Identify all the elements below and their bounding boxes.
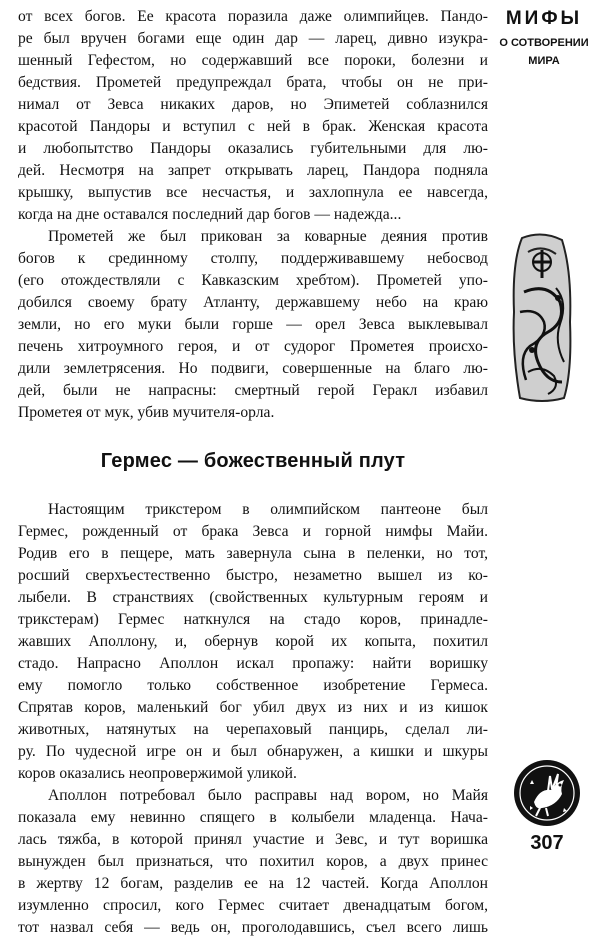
text-line: ре был вручен богами еще один дар — ларец, дивно изукра- (18, 30, 488, 47)
text-line: ему помогло только собственное изобретение Гермеса. (18, 677, 488, 694)
text-line: Родив его в пещере, мать завернула сына в пеленки, но тот, (18, 545, 488, 562)
text-line: коров оказались неопровержимой уликой. (18, 765, 297, 782)
text-line: стадо. Напрасно Аполлон искал пропажу: найти воришку (18, 655, 488, 672)
text-line: изумленно спросил, кого Гермес считает двенадцатым богом, (18, 897, 488, 914)
text-line: в жертву 12 богам, разделив ее на 12 частей. Когда Аполлон (18, 875, 488, 892)
paragraph-hermes-intro (18, 499, 488, 785)
text-line: крышку, выпустив все несчастья, и захлопнула ее навсегда, (18, 184, 488, 201)
paragraph-apollo-trial (18, 785, 488, 939)
text-line: Гермес, рожденный от брака Зевса и горной нимфы Майи. (18, 523, 488, 540)
text-line: печень хитроумного героя, и от судорог Прометея происхо- (18, 338, 488, 355)
text-line: добился своему брату Атланту, державшему небо на краю (18, 294, 488, 311)
text-line: жавших Аполлону, и, обернув корой их копыта, похитил (18, 633, 488, 650)
text-line: когда на дне оставался последний дар богов — надежда... (18, 206, 402, 223)
text-line: росший сверхъестественно быстро, незаметно вышел из ко- (18, 567, 488, 584)
text-line: и любопытство Пандоры оказались губительными для лю- (18, 140, 488, 157)
text-line: нимал от Зевса никаких даров, но Эпиметей соблазнился (18, 96, 488, 113)
text-line: животных, натянутых на черепаховый панцирь, сделал ли- (18, 721, 488, 738)
running-header-title: МИФЫ (505, 8, 583, 29)
text-line: богов к срединному столпу, поддерживавшему небосвод (18, 250, 488, 267)
runestone-illustration (508, 232, 576, 404)
text-line: трикстерам) Гермес наткнулся на стадо коров, принадле- (18, 611, 488, 628)
paragraph-prometheus (18, 226, 488, 424)
text-line: Прометей же был прикован за коварные деяния против (48, 228, 488, 245)
running-header-subtitle: О СОТВОРЕНИИ (499, 37, 589, 49)
text-line: Настоящим трикстером в олимпийском пантеоне был (48, 501, 488, 518)
text-line: от всех богов. Ее красота поразила даже олимпийцев. Пандо- (18, 8, 488, 25)
bird-medallion-icon (512, 758, 582, 828)
text-line: (его отождествляли с Кавказским хребтом). Прометей упо- (18, 272, 488, 289)
text-line: Аполлон потребовал было расправы над вором, но Майя (48, 787, 488, 804)
text-line: дей, были не напрасны: смертный герой Геракл избавил (18, 382, 488, 399)
text-line: земли, но его муки были горше — орел Зевса выклевывал (18, 316, 488, 333)
text-line: дей. Несмотря на запрет открывать ларец, Пандора подняла (18, 162, 488, 179)
main-text-column (18, 6, 488, 939)
text-line: шенный Гефестом, но содержавший все пороки, болезни и (18, 52, 488, 69)
text-line: вынужден был признаться, что похитил коров, а двух принес (18, 853, 488, 870)
text-line: ру. По чудесной игре он и был обнаружен, а кишки и шкуры (18, 743, 488, 760)
page-number: 307 (530, 832, 564, 854)
text-line: тот назвал себя — ведь он, проголодавшись, съел всего лишь (18, 919, 488, 936)
text-line: бедствия. Прометей предупреждал брата, чтобы он не при- (18, 74, 488, 91)
text-line: показала ему невинно спящего в колыбели младенца. Нача- (18, 809, 488, 826)
running-header-subtitle: МИРА (528, 55, 560, 67)
text-line: Спрятав коров, маленький бог убил двух из них и из кишок (18, 699, 488, 716)
paragraph-pandora (18, 6, 488, 226)
text-line: лыбели. В странствиях (свойственных культурным героям и (18, 589, 488, 606)
text-line: красотой Пандоры и вступил с ней в брак. Женская красота (18, 118, 488, 135)
text-line: дили землетрясения. Но подвиги, совершенные на благо лю- (18, 360, 488, 377)
text-line: Прометея от мук, убив мучителя-орла. (18, 404, 275, 421)
running-header (494, 8, 594, 70)
section-title: Гермес — божественный плут (100, 450, 406, 472)
text-line: лась тяжба, в которой принял участие и Зевс, и тут воришка (18, 831, 488, 848)
